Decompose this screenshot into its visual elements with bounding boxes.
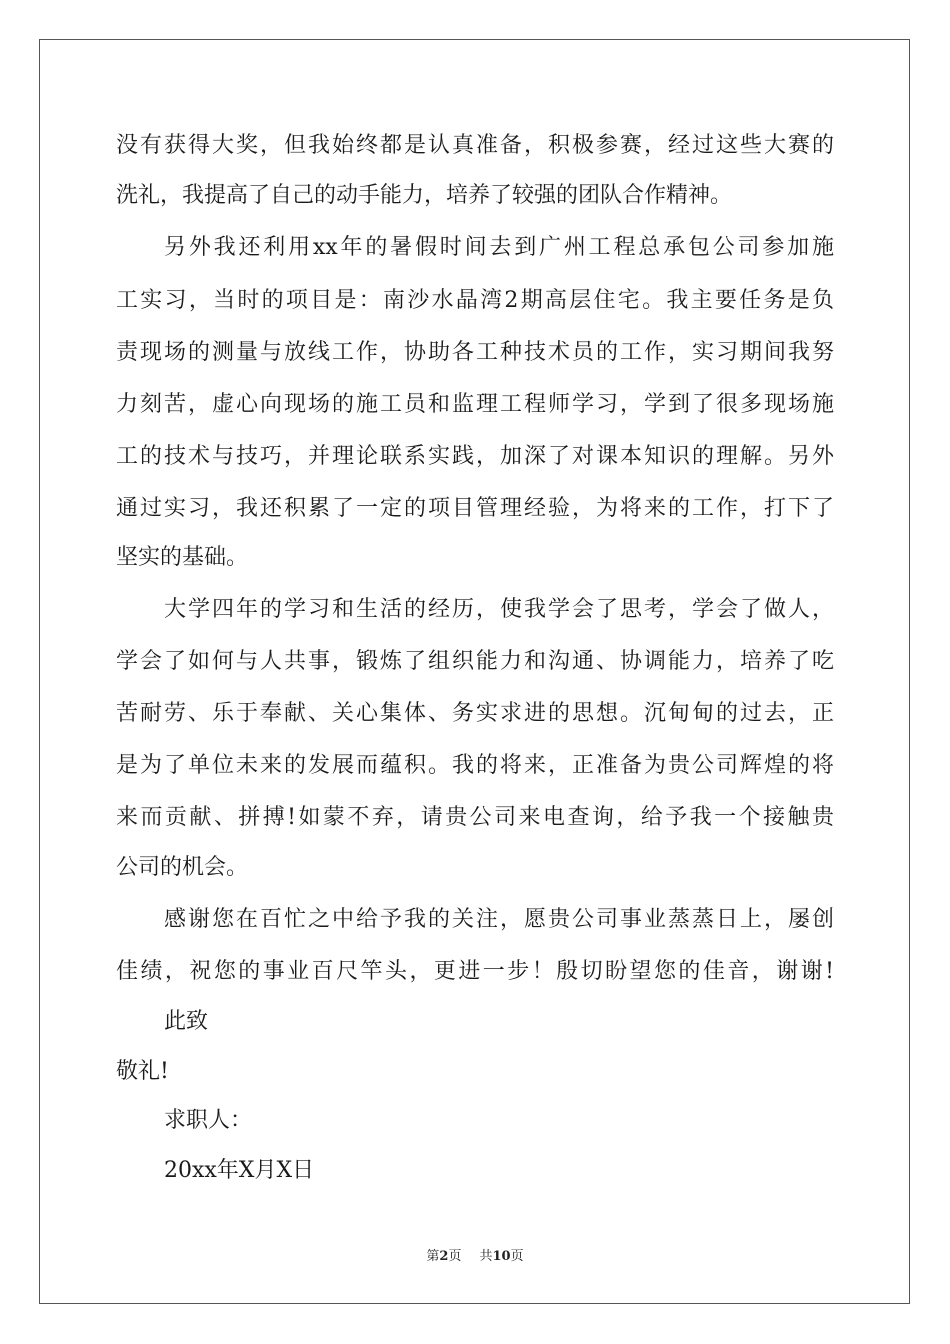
body-line: 公司的机会。 (116, 855, 249, 880)
page-number: 2 (439, 1249, 449, 1264)
body-line: 学会了如何与人共事，锻炼了组织能力和沟通、协调能力，培养了吃 (116, 649, 834, 674)
body-line: 来而贡献、拼搏!如蒙不弃，请贵公司来电查询，给予我一个接触贵 (116, 805, 834, 830)
body-line: 通过实习，我还积累了一定的项目管理经验，为将来的工作，打下了 (116, 496, 834, 521)
closing-salutation: 此致 (164, 1009, 209, 1034)
page-prefix: 第 (426, 1249, 440, 1264)
body-line: 苦耐劳、乐于奉献、关心集体、务实求进的思想。沉甸甸的过去，正 (116, 701, 834, 726)
letter-date: 20xx年X月X日 (164, 1158, 315, 1183)
body-line: 没有获得大奖，但我始终都是认真准备，积极参赛，经过这些大赛的 (116, 133, 834, 158)
body-line: 是为了单位未来的发展而蕴积。我的将来，正准备为贵公司辉煌的将 (116, 753, 834, 778)
body-line: 佳绩，祝您的事业百尺竿头，更进一步！殷切盼望您的佳音，谢谢! (116, 959, 834, 984)
body-line: 工的技术与技巧，并理论联系实践，加深了对课本知识的理解。另外 (116, 444, 834, 469)
applicant-label: 求职人： (164, 1108, 253, 1133)
body-line: 坚实的基础。 (116, 545, 249, 570)
total-prefix: 共 (479, 1249, 493, 1264)
total-pages: 10 (492, 1249, 511, 1264)
paragraph-start-line: 另外我还利用xx年的暑假时间去到广州工程总承包公司参加施 (164, 235, 834, 260)
paragraph-start-line: 大学四年的学习和生活的经历，使我学会了思考，学会了做人， (164, 597, 834, 622)
body-line: 责现场的测量与放线工作，协助各工种技术员的工作，实习期间我努 (116, 340, 834, 365)
body-line: 工实习，当时的项目是：南沙水晶湾2期高层住宅。我主要任务是负 (116, 288, 834, 313)
page-suffix: 页 (448, 1249, 462, 1264)
body-line: 力刻苦，虚心向现场的施工员和监理工程师学习，学到了很多现场施 (116, 392, 834, 417)
closing-greeting: 敬礼! (116, 1059, 169, 1084)
paragraph-start-line: 感谢您在百忙之中给予我的关注，愿贵公司事业蒸蒸日上，屡创 (164, 907, 834, 932)
total-suffix: 页 (510, 1249, 524, 1264)
body-line: 洗礼，我提高了自己的动手能力，培养了较强的团队合作精神。 (116, 183, 733, 208)
page-footer (0, 1247, 950, 1267)
